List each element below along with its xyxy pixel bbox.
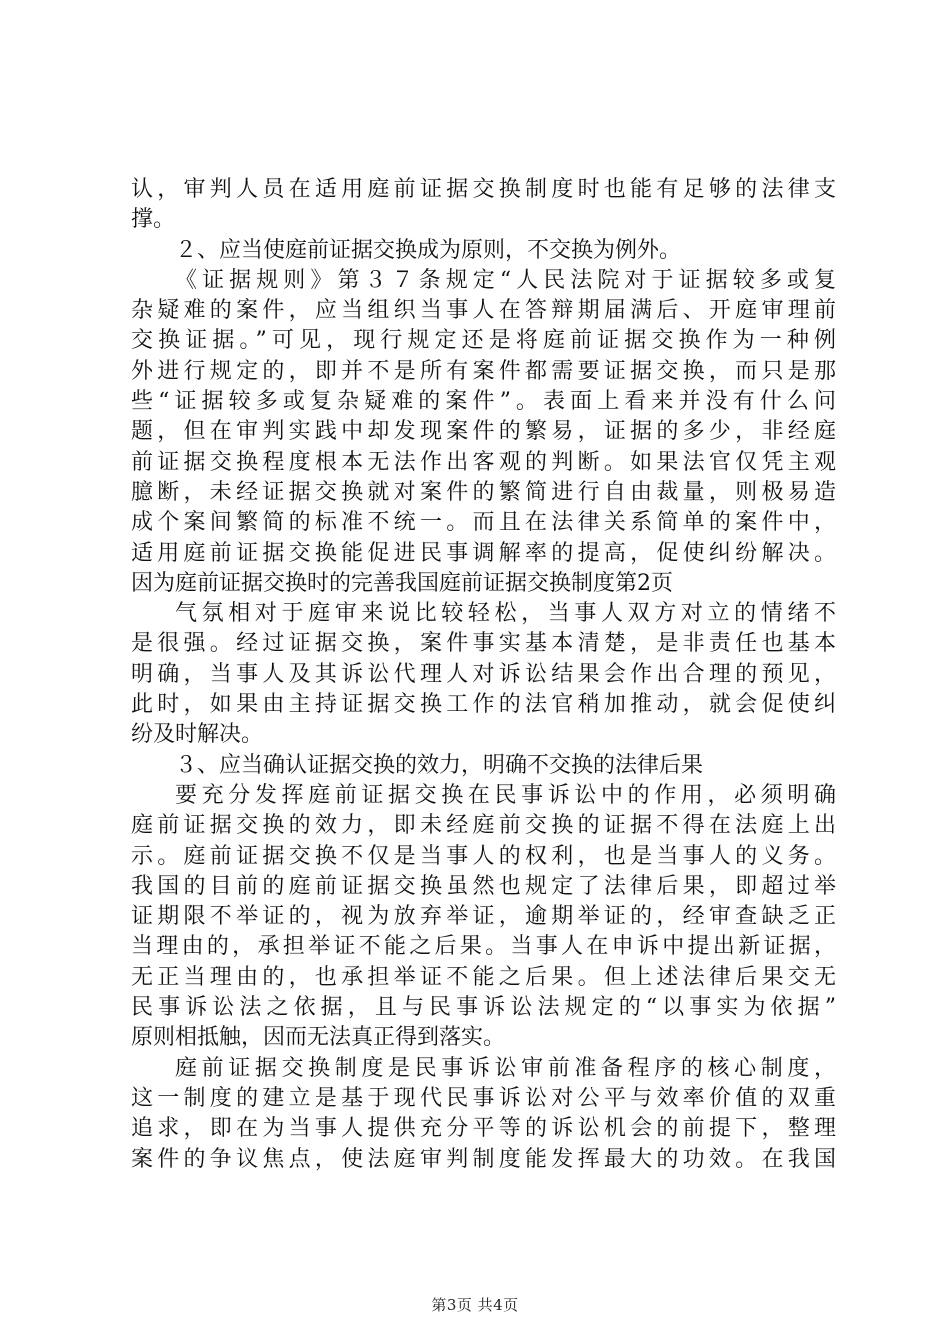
text-line: 臆断，未经证据交换就对案件的繁简进行自由裁量，则极易造 — [131, 479, 836, 505]
text-line: ２、应当使庭前证据交换成为原则，不交换为例外。 — [175, 237, 682, 263]
text-line: 无正当理由的，也承担举证不能之后果。但上述法律后果交无 — [131, 964, 836, 990]
text-line: ３、应当确认证据交换的效力，明确不交换的法律后果 — [175, 752, 704, 778]
text-line: 前证据交换程度根本无法作出客观的判断。如果法官仅凭主观 — [131, 449, 836, 475]
text-line: 《证据规则》第３７条规定“人民法院对于证据较多或复 — [175, 267, 836, 293]
text-line: 证期限不举证的，视为放弃举证，逾期举证的，经审查缺乏正 — [131, 904, 836, 930]
text-line: 外进行规定的，即并不是所有案件都需要证据交换，而只是那 — [131, 358, 836, 384]
text-line: 杂疑难的案件，应当组织当事人在答辩期届满后、开庭审理前 — [131, 298, 836, 324]
page-footer: 第3页 共4页 — [431, 1296, 519, 1314]
text-line: 适用庭前证据交换能促进民事调解率的提高，促使纠纷解决。 — [131, 540, 836, 566]
text-line: 示。庭前证据交换不仅是当事人的权利，也是当事人的义务。 — [131, 843, 836, 869]
text-line: 气氛相对于庭审来说比较轻松，当事人双方对立的情绪不 — [175, 601, 836, 627]
text-line: 庭前证据交换的效力，即未经庭前交换的证据不得在法庭上出 — [131, 813, 836, 839]
text-line: 要充分发挥庭前证据交换在民事诉讼中的作用，必须明确 — [175, 782, 836, 808]
text-line: 民事诉讼法之依据，且与民事诉讼法规定的“以事实为依据” — [131, 995, 836, 1021]
document-body — [131, 175, 836, 1175]
text-line: 这一制度的建立是基于现代民事诉讼对公平与效率价值的双重 — [131, 1085, 836, 1111]
text-line: 撑。 — [131, 207, 176, 233]
text-line: 认，审判人员在适用庭前证据交换制度时也能有足够的法律支 — [131, 177, 836, 202]
text-line: 些“证据较多或复杂疑难的案件”。表面上看来并没有什么问 — [131, 389, 836, 415]
text-line: 纷及时解决。 — [131, 722, 264, 748]
text-line: 庭前证据交换制度是民事诉讼审前准备程序的核心制度， — [175, 1055, 836, 1081]
text-line: 因为庭前证据交换时的完善我国庭前证据交换制度第2页 — [131, 570, 673, 596]
text-line: 题，但在审判实践中却发现案件的繁易，证据的多少，非经庭 — [131, 419, 836, 445]
text-line: 明确，当事人及其诉讼代理人对诉讼结果会作出合理的预见， — [131, 661, 836, 687]
text-line: 成个案间繁简的标准不统一。而且在法律关系简单的案件中， — [131, 510, 836, 536]
text-line: 此时，如果由主持证据交换工作的法官稍加推动，就会促使纠 — [131, 692, 836, 718]
text-line: 当理由的，承担举证不能之后果。当事人在申诉中提出新证据， — [131, 934, 836, 960]
text-line: 是很强。经过证据交换，案件事实基本清楚，是非责任也基本 — [131, 631, 836, 657]
text-line: 追求，即在为当事人提供充分平等的诉讼机会的前提下，整理 — [131, 1116, 836, 1142]
text-line: 案件的争议焦点，使法庭审判制度能发挥最大的功效。在我国 — [131, 1146, 836, 1172]
text-line: 我国的目前的庭前证据交换虽然也规定了法律后果，即超过举 — [131, 873, 836, 899]
text-line: 原则相抵触，因而无法真正得到落实。 — [131, 1025, 506, 1051]
text-line: 交换证据。”可见，现行规定还是将庭前证据交换作为一种例 — [131, 328, 836, 354]
